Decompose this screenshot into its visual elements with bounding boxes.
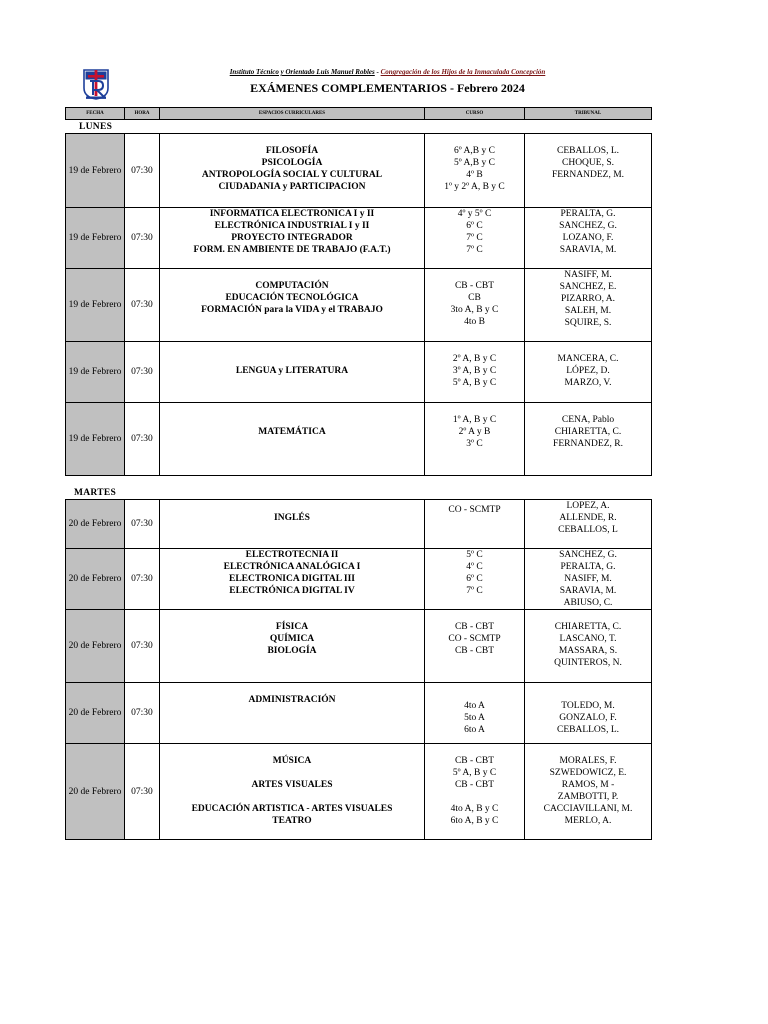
course-line: 4to A (464, 701, 485, 711)
espacios-cell (160, 610, 425, 683)
course-line: CO - SCMTP (448, 505, 501, 515)
tribunal-cell (525, 403, 652, 476)
course-line: 5to A (464, 713, 485, 723)
course-line: 6º C (466, 574, 483, 584)
institute-name: Instituto Técnico y Orientado Luis Manuel Robles (229, 68, 375, 76)
exam-row (66, 269, 652, 342)
subject-line: INFORMATICA ELECTRONICA I y II (209, 209, 375, 219)
congregation-name: Congregación de los Hijos de la Inmaculada Concepción (380, 68, 546, 76)
curso-cell (425, 549, 525, 610)
tribunal-cell (525, 683, 652, 744)
tribunal-member: CACCIAVILLANI, M. (543, 804, 633, 814)
espacios-cell (160, 403, 425, 476)
column-header-row (66, 108, 652, 120)
subject-line: PROYECTO INTEGRADOR (231, 233, 353, 243)
course-line: CB - CBT (454, 622, 495, 632)
subject-line: ELECTRÓNICA DIGITAL IV (229, 586, 355, 596)
tribunal-member: LOPEZ, A. (566, 501, 610, 511)
subject-line: COMPUTACIÓN (255, 281, 329, 291)
course-line: 5º C (466, 550, 483, 560)
tribunal-member: TOLEDO, M. (561, 701, 615, 711)
tribunal-member: ZAMBOTTI, P. (557, 792, 619, 802)
hora-cell: 07:30 (125, 269, 160, 342)
espacios-cell (160, 744, 425, 840)
subject-line (160, 791, 424, 803)
subject-line: TEATRO (272, 816, 312, 826)
tribunal-cell (525, 549, 652, 610)
tribunal-member: MASSARA, S. (558, 646, 618, 656)
column-header-espacios: ESPACIOS CURRICULARES (160, 108, 425, 120)
tribunal-member: CEBALLOS, L (558, 525, 618, 535)
course-line: 4º B (466, 170, 483, 180)
espacios-cell (160, 208, 425, 269)
curso-cell (425, 134, 525, 208)
tribunal-member: SANCHEZ, G. (559, 221, 617, 231)
tribunal-member: PERALTA, G. (560, 209, 616, 219)
fecha-cell: 19 de Febrero (66, 403, 125, 476)
tribunal-member: RAMOS, M - (561, 780, 615, 790)
course-line: 7º C (466, 245, 483, 255)
fecha-cell: 19 de Febrero (66, 269, 125, 342)
course-line: 3º A, B y C (452, 366, 497, 376)
column-header-fecha: FECHA (66, 108, 125, 120)
course-line: CB - CBT (454, 646, 495, 656)
subject-line: ELECTROTECNIA II (245, 550, 339, 560)
curso-cell (425, 403, 525, 476)
curso-cell (425, 342, 525, 403)
course-line: 5º A, B y C (452, 768, 497, 778)
tribunal-member: MORALES, F. (559, 756, 617, 766)
tribunal-member: FERNANDEZ, M. (551, 170, 625, 180)
tribunal-cell (525, 744, 652, 840)
curso-cell (425, 683, 525, 744)
column-header-hora: HORA (125, 108, 160, 120)
subject-line: MATEMÁTICA (258, 427, 326, 437)
tribunal-member: LOZANO, F. (562, 233, 614, 243)
tribunal-cell (525, 208, 652, 269)
subject-line: ANTROPOLOGÍA SOCIAL Y CULTURAL (201, 170, 383, 180)
course-line: 6to A (464, 725, 485, 735)
course-line: 6º A,B y C (454, 146, 495, 156)
fecha-cell: 20 de Febrero (66, 683, 125, 744)
subject-line: FILOSOFÍA (265, 146, 319, 156)
hora-cell: 07:30 (125, 744, 160, 840)
subject-line: FORMACIÓN para la VIDA y el TRABAJO (201, 305, 383, 315)
espacios-cell (160, 683, 425, 744)
fecha-cell: 20 de Febrero (66, 549, 125, 610)
column-header-tribunal: TRIBUNAL (525, 108, 652, 120)
curso-cell (425, 269, 525, 342)
tribunal-member: CEBALLOS, L. (556, 146, 619, 156)
tribunal-member: CHIARETTA, C. (554, 622, 622, 632)
tribunal-cell (525, 610, 652, 683)
tribunal-cell (525, 500, 652, 549)
fecha-cell: 19 de Febrero (66, 208, 125, 269)
column-header-curso: CURSO (425, 108, 525, 120)
tribunal-member: NASIFF, M. (564, 270, 612, 280)
tribunal-member: CEBALLOS, L. (556, 725, 619, 735)
hora-cell: 07:30 (125, 610, 160, 683)
subject-line: MÚSICA (272, 756, 312, 766)
course-line: 4º y 5º C (457, 209, 492, 219)
tribunal-member: CHIARETTA, C. (554, 427, 622, 437)
tribunal-member: CENA, Pablo (561, 415, 615, 425)
tribunal-member: NASIFF, M. (564, 574, 612, 584)
exam-row (66, 744, 652, 840)
course-line: 7º C (466, 233, 483, 243)
course-line: 6º C (466, 221, 483, 231)
hora-cell: 07:30 (125, 342, 160, 403)
tribunal-member: ALLENDE, R. (559, 513, 617, 523)
course-line: 2º A, B y C (452, 354, 497, 364)
tribunal-member: SARAVIA, M. (559, 586, 617, 596)
subject-line: ELECTRONICA DIGITAL III (228, 574, 355, 584)
tribunal-member: SANCHEZ, G. (559, 550, 617, 560)
subject-line: FORM. EN AMBIENTE DE TRABAJO (F.A.T.) (193, 245, 391, 255)
school-logo-icon (81, 68, 111, 100)
fecha-cell: 20 de Febrero (66, 500, 125, 549)
tribunal-cell (525, 342, 652, 403)
subject-line: FÍSICA (275, 622, 309, 632)
exam-row (66, 342, 652, 403)
course-line: 5º A, B y C (452, 378, 497, 388)
curso-cell (425, 208, 525, 269)
fecha-cell: 20 de Febrero (66, 744, 125, 840)
tribunal-member: SARAVIA, M. (559, 245, 617, 255)
course-line: 2º A y B (458, 427, 491, 437)
tribunal-member: PIZARRO, A. (560, 294, 616, 304)
subject-line: EDUCACIÓN ARTISTICA - ARTES VISUALES (191, 804, 393, 814)
course-line: CB (468, 293, 481, 303)
course-line: 6to A, B y C (450, 816, 499, 826)
tribunal-member: ABIUSO, C. (563, 598, 613, 608)
course-line: 3º C (466, 439, 483, 449)
hora-cell: 07:30 (125, 208, 160, 269)
fecha-cell: 19 de Febrero (66, 134, 125, 208)
tribunal-member: LÓPEZ, D. (566, 366, 610, 376)
course-line: 4to A, B y C (450, 804, 499, 814)
course-line: 5º A,B y C (454, 158, 495, 168)
exam-row (66, 549, 652, 610)
curso-cell (425, 744, 525, 840)
tribunal-member: SQUIRE, S. (564, 318, 612, 328)
fecha-cell: 19 de Febrero (66, 342, 125, 403)
hora-cell: 07:30 (125, 403, 160, 476)
subject-line: BIOLOGÍA (267, 646, 317, 656)
subject-line: EDUCACIÓN TECNOLÓGICA (225, 293, 359, 303)
tribunal-member: QUINTEROS, N. (554, 658, 622, 668)
course-line: 4º C (466, 562, 483, 572)
subject-line: INGLÉS (274, 513, 310, 523)
curso-cell (425, 500, 525, 549)
exam-row (66, 134, 652, 208)
subject-line: PSICOLOGÍA (261, 158, 323, 168)
course-line: 1º A, B y C (452, 415, 497, 425)
document-header (0, 68, 768, 108)
document-title: EXÁMENES COMPLEMENTARIOS - Febrero 2024 (250, 81, 525, 95)
subject-line: ARTES VISUALES (251, 780, 333, 790)
column-header-table (65, 107, 652, 120)
subject-line: ELECTRÓNICA ANALÓGICA I (223, 562, 361, 572)
tribunal-member: SANCHEZ, E. (559, 282, 617, 292)
exam-row (66, 500, 652, 549)
hora-cell: 07:30 (125, 549, 160, 610)
fecha-cell: 20 de Febrero (66, 610, 125, 683)
tribunal-member: MERLO, A. (564, 816, 612, 826)
tribunal-member: PERALTA, G. (560, 562, 616, 572)
exam-row (66, 208, 652, 269)
course-line: CO - SCMTP (448, 634, 501, 644)
day-label-martes: MARTES (74, 488, 117, 498)
tribunal-cell (525, 269, 652, 342)
subject-line (160, 767, 424, 779)
course-line: 1º y 2º A, B y C (444, 182, 505, 192)
course-line: 4to B (464, 317, 485, 327)
day-label-lunes: LUNES (79, 122, 113, 132)
tribunal-member: MARZO, V. (564, 378, 612, 388)
hora-cell: 07:30 (125, 683, 160, 744)
subject-line: LENGUA y LITERATURA (235, 366, 349, 376)
course-line: CB - CBT (454, 281, 495, 291)
espacios-cell (160, 549, 425, 610)
tribunal-member: FERNANDEZ, R. (553, 439, 623, 449)
course-line: CB - CBT (454, 756, 495, 766)
tribunal-member: SALEH, M. (564, 306, 612, 316)
exam-table-lunes (65, 133, 652, 476)
curso-cell (425, 610, 525, 683)
exam-table-martes (65, 499, 652, 840)
subject-line: ADMINISTRACIÓN (248, 695, 336, 705)
espacios-cell (160, 134, 425, 208)
tribunal-member: LASCANO, T. (559, 634, 617, 644)
hora-cell: 07:30 (125, 134, 160, 208)
tribunal-member: SZWEDOWICZ, E. (549, 768, 627, 778)
exam-row (66, 610, 652, 683)
tribunal-member: CHOQUE, S. (562, 158, 614, 168)
course-line: 7º C (466, 586, 483, 596)
tribunal-member: GONZALO, F. (559, 713, 617, 723)
course-line: CB - CBT (454, 780, 495, 790)
subject-line: ELECTRÓNICA INDUSTRIAL I y II (214, 221, 370, 231)
course-line (425, 791, 524, 803)
espacios-cell (160, 269, 425, 342)
tribunal-cell (525, 134, 652, 208)
subject-line: CIUDADANIA y PARTICIPACION (218, 182, 366, 192)
exam-row (66, 403, 652, 476)
hora-cell: 07:30 (125, 500, 160, 549)
institute-line (210, 68, 565, 76)
espacios-cell (160, 500, 425, 549)
subject-line: QUÍMICA (269, 634, 315, 644)
course-line: 3to A, B y C (450, 305, 499, 315)
exam-row (66, 683, 652, 744)
tribunal-member: MANCERA, C. (557, 354, 619, 364)
espacios-cell (160, 342, 425, 403)
institute-separator: - (374, 68, 381, 76)
